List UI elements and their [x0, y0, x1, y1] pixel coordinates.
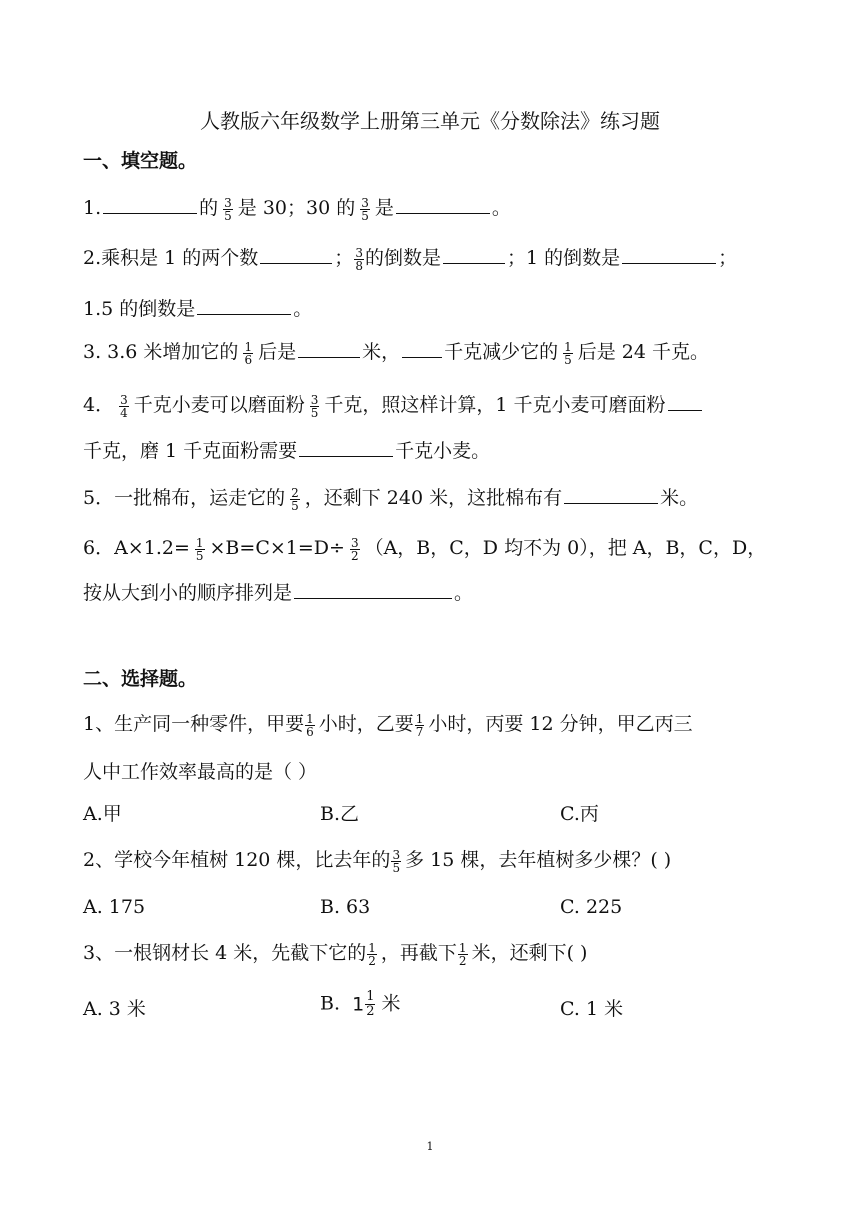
- q-text: 米，: [362, 341, 401, 363]
- q-text: 。: [293, 298, 313, 320]
- q-text: 小时，丙要 12 分钟，甲乙丙三: [428, 713, 693, 735]
- q-text: ，还剩下 240 米，这批棉布有: [304, 487, 563, 509]
- q-text: 3、一根钢材长 4 米，先截下它的: [83, 942, 367, 964]
- answer-blank[interactable]: [299, 438, 393, 457]
- unit: 米: [381, 992, 401, 1015]
- q-text: 千克减少它的: [444, 341, 559, 363]
- q-text: ×B=C×1=D÷: [209, 537, 345, 559]
- question-1-5: [83, 485, 698, 512]
- question-1-2-cont: [83, 296, 312, 321]
- q-text: 多 15 棵，去年植树多少棵？( ): [405, 849, 672, 871]
- q-text: 。: [491, 197, 511, 219]
- fraction: $\frac{3}{5}$: [361, 195, 369, 223]
- answer-blank[interactable]: [564, 485, 658, 504]
- q-text: 后是 24 千克。: [577, 341, 710, 363]
- q-text: 1.5 的倒数是: [83, 298, 196, 320]
- q-text: 米，还剩下( ): [471, 942, 588, 964]
- question-1-6: [83, 536, 766, 562]
- fraction: $\frac{3}{5}$: [392, 847, 401, 875]
- answer-blank[interactable]: [402, 339, 442, 358]
- question-2-1-cont: 人中工作效率最高的是（ ）: [83, 761, 318, 783]
- option-c[interactable]: C. 1 米: [560, 998, 624, 1020]
- page-title: 人教版六年级数学上册第三单元《分数除法》练习题: [200, 109, 660, 133]
- q-text: 。: [454, 582, 474, 604]
- q-text: 是 30；30 的: [237, 197, 356, 219]
- question-1-2: [83, 245, 737, 272]
- fraction: $\frac{3}{2}$: [350, 535, 359, 563]
- q-text: 后是: [258, 341, 297, 363]
- q-text: ，再截下: [380, 942, 457, 964]
- q-text: 千克小麦。: [395, 440, 491, 462]
- answer-blank[interactable]: [443, 245, 505, 264]
- fraction: $\frac{3}{5}$: [310, 392, 319, 420]
- option-a[interactable]: A.甲: [83, 803, 122, 825]
- q-text: 千克小麦可以磨面粉: [133, 394, 305, 416]
- fraction: $\frac{1}{5}$: [195, 535, 204, 563]
- option-c[interactable]: C.丙: [560, 803, 599, 825]
- section-heading-multiple-choice: 二、选择题。: [83, 668, 198, 690]
- q-text: 千克，照这样计算，1 千克小麦可磨面粉: [324, 394, 666, 416]
- question-1-1: [83, 195, 511, 222]
- fraction: $\frac{1}{5}$: [564, 339, 572, 367]
- page-number: 1: [426, 1140, 434, 1153]
- option-a[interactable]: A. 3 米: [83, 998, 146, 1020]
- question-2-1: [83, 712, 693, 738]
- answer-blank[interactable]: [298, 339, 360, 358]
- option-label: B.: [320, 992, 341, 1015]
- q-text: （A，B，C，D 均不为 0），把 A，B，C，D，: [364, 537, 767, 559]
- q-text: 是: [374, 197, 394, 219]
- q-text: 按从大到小的顺序排列是: [83, 582, 293, 604]
- q-text: ；1 的倒数是: [506, 247, 621, 269]
- fraction: $\frac{1}{6}$: [306, 711, 314, 739]
- question-1-4: [83, 392, 704, 419]
- q-text: 的: [199, 197, 219, 219]
- fraction: $\frac{3}{5}$: [224, 195, 232, 223]
- mixed-number-whole: 1: [352, 993, 365, 1016]
- q-text: 2、学校今年植树 120 棵，比去年的: [83, 849, 391, 871]
- question-1-4-cont: [83, 438, 490, 463]
- fraction: $\frac{2}{5}$: [291, 485, 299, 513]
- q-text: 4．: [83, 394, 115, 416]
- fraction: $\frac{1}{2}$: [458, 940, 467, 968]
- q-text: 1、生产同一种零件，甲要: [83, 713, 305, 735]
- option-b[interactable]: B. 63: [320, 896, 371, 918]
- fraction: $\frac{1}{2}$: [366, 989, 375, 1019]
- answer-blank[interactable]: [197, 296, 291, 315]
- q-text: 小时，乙要: [318, 713, 414, 735]
- fraction: $\frac{3}{8}$: [355, 245, 363, 273]
- q-text: 2.乘积是 1 的两个数: [83, 247, 259, 269]
- q-text: 1.: [83, 197, 102, 219]
- question-2-2: [83, 848, 671, 874]
- q-text: 千克，磨 1 千克面粉需要: [83, 440, 298, 462]
- fraction: $\frac{1}{6}$: [244, 339, 253, 367]
- answer-blank[interactable]: [622, 245, 716, 264]
- q-text: 米。: [660, 487, 699, 509]
- answer-blank[interactable]: [294, 580, 452, 599]
- question-1-6-cont: [83, 580, 473, 605]
- answer-blank[interactable]: [668, 392, 702, 411]
- option-a[interactable]: A. 175: [83, 896, 146, 918]
- answer-blank[interactable]: [396, 195, 490, 214]
- q-text: ；: [334, 247, 354, 269]
- option-b[interactable]: [320, 990, 401, 1019]
- fraction: $\frac{3}{4}$: [120, 392, 128, 420]
- q-text: 的倒数是: [364, 247, 441, 269]
- q-text: 3. 3.6 米增加它的: [83, 341, 239, 363]
- fraction: $\frac{1}{2}$: [368, 940, 376, 968]
- section-heading-fill-in: 一、填空题。: [83, 150, 198, 172]
- answer-blank[interactable]: [103, 195, 197, 214]
- fraction: $\frac{1}{7}$: [415, 711, 424, 739]
- option-b[interactable]: B.乙: [320, 803, 360, 825]
- option-c[interactable]: C. 225: [560, 896, 623, 918]
- question-1-3: [83, 339, 709, 366]
- q-text: ；: [718, 247, 738, 269]
- answer-blank[interactable]: [260, 245, 332, 264]
- q-text: 5．一批棉布，运走它的: [83, 487, 286, 509]
- question-2-3: [83, 941, 587, 967]
- q-text: 6．A×1.2=: [83, 537, 190, 559]
